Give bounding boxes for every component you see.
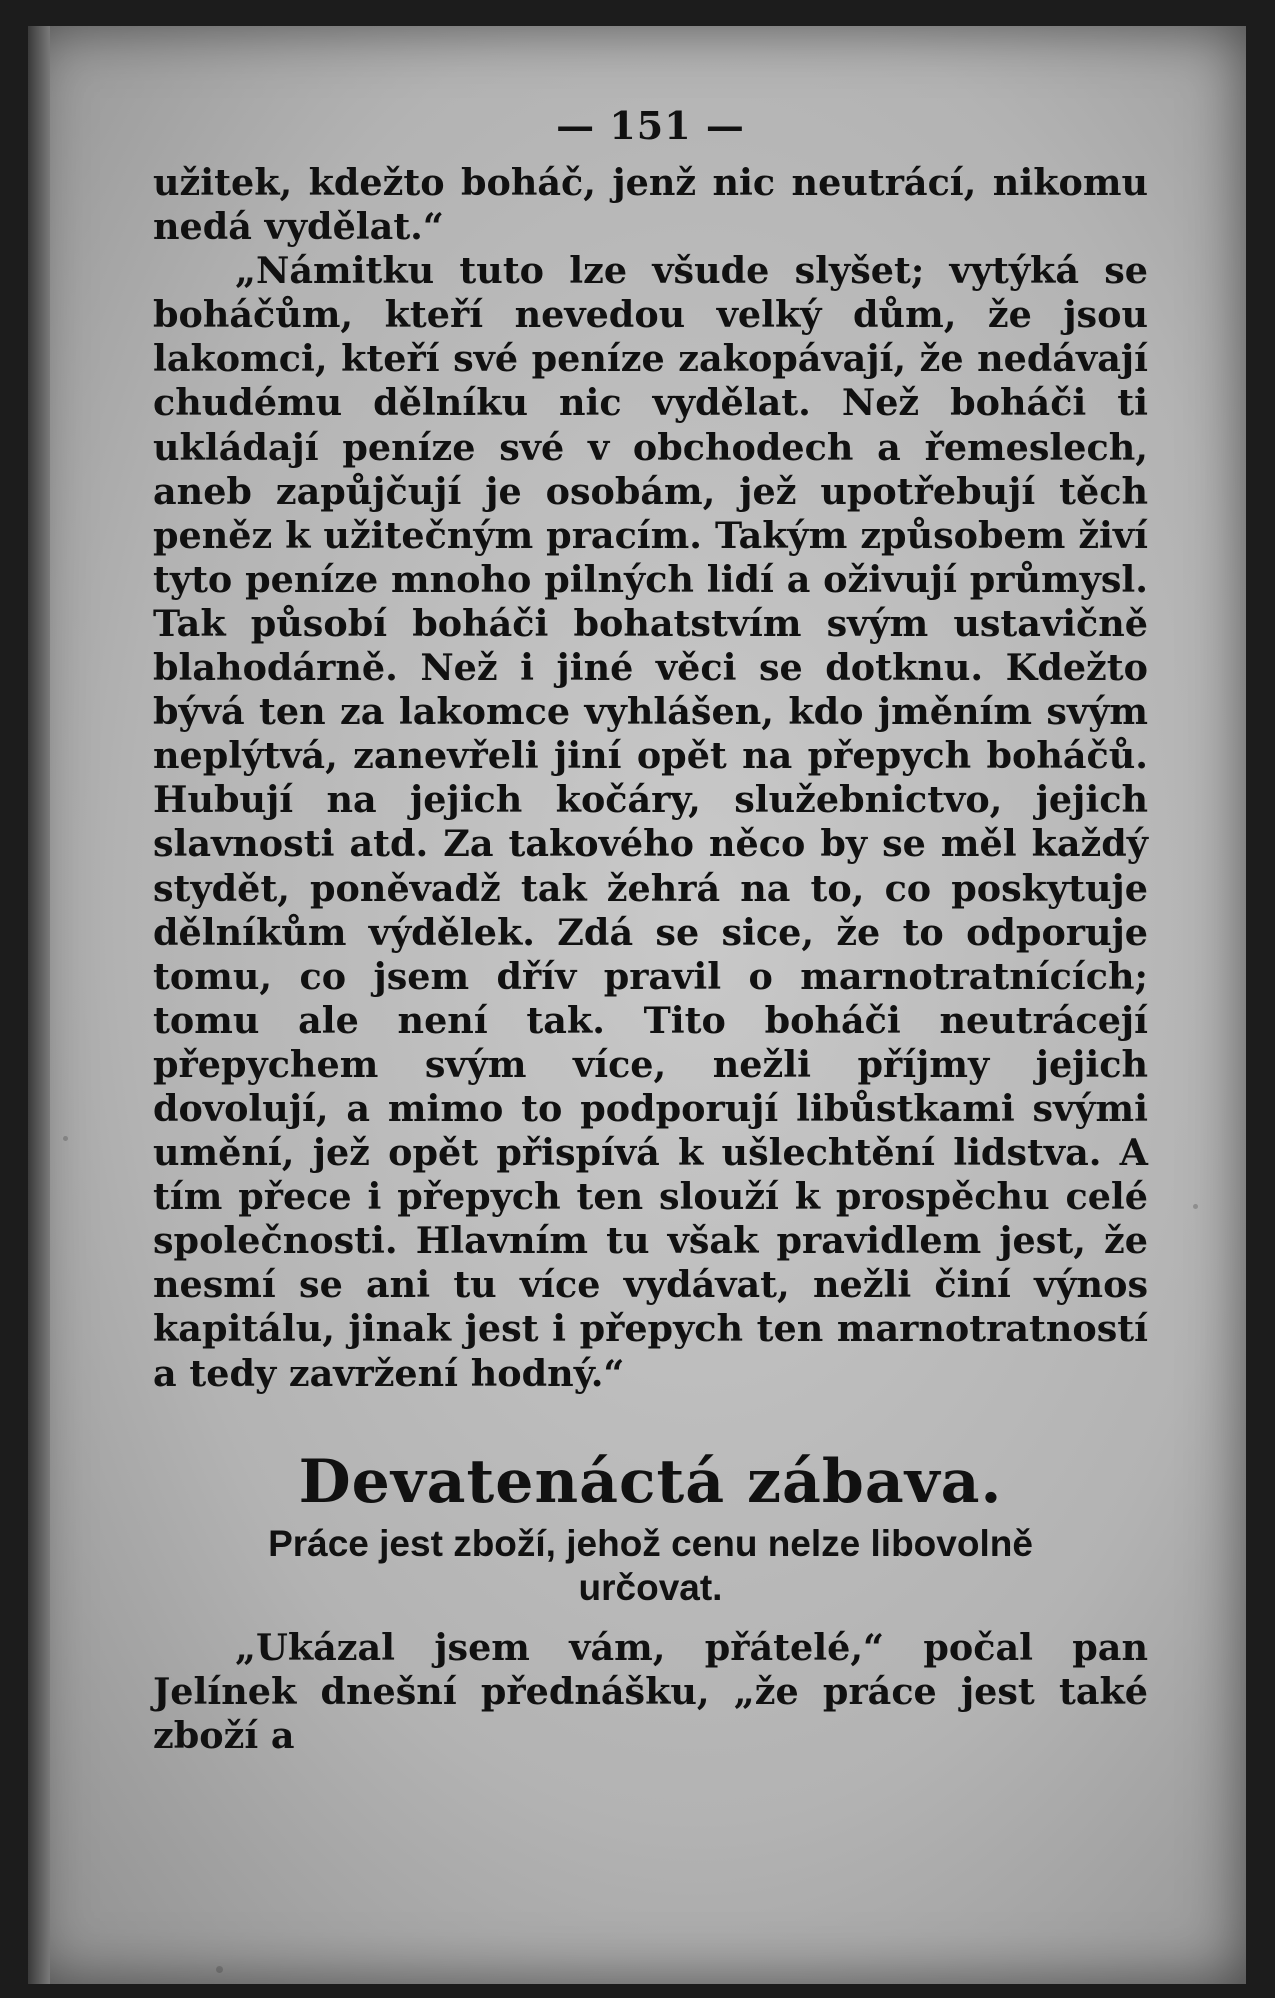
paper-speck: [63, 1136, 68, 1141]
chapter-subtitle: Práce jest zboží, jehož cenu nelze libovolně určovat.: [268, 1522, 1033, 1608]
paragraph-quote: „Námitku tuto lze všude slyšet; vytýká se boháčům, kteří nevedou velký dům, že jsou lakomci, kteří své peníze zakopávají, že nedávají chudému dělníku nic vydělat. Než boháči ti ukládají peníze své v obchodech a řemeslech, aneb zapůjčují je osobám, jež upotřebují těch peněz k užitečným pracím. Takým způsobem živí tyto peníze mnoho pilných lidí a oživují průmysl. Tak působí boháči bohatstvím svým ustavičně blahodárně. Než i jiné věci se dotknu. Kdežto bývá ten za lakomce vyhlášen, kdo jměním svým neplýtvá, zanevřeli jiní opět na přepych boháčů. Hubují na jejich kočáry, služebnictvo, jejich slavnosti atd. Za takového něco by se měl každý stydět, poněvadž tak žehrá na to, co poskytuje dělníkům výdělek. Zdá se sice, že to odporuje tomu, co jsem dřív pravil o marnotratnících; tomu ale není tak. Tito boháči neutrácejí přepychem svým více, nežli příjmy jejich dovolují, a mimo to podporují libůstkami svými umění, jež opět přispívá k ušlechtění lidstva. A tím přece i přepych ten slouží k prospěchu celé společnosti. Hlavním tu však pravidlem jest, že nesmí se ani tu více vydávat, nežli činí výnos kapitálu, jinak jest i přepych ten marnotratností a tedy zavržení hodný.“: [153, 249, 1148, 1395]
page-number: — 151 —: [556, 103, 745, 148]
chapter-body: [153, 1626, 1148, 1758]
paper-sheet: [28, 26, 1246, 1984]
paper-speck: [1193, 1204, 1198, 1209]
chapter-opening-paragraph: „Ukázal jsem vám, přátelé,“ počal pan Jelínek dnešní přednášku, „že práce jest také zboží a: [153, 1625, 1148, 1757]
book-spine-shadow: [28, 26, 50, 1984]
chapter-title: Devatenáctá zábava.: [298, 1446, 1003, 1517]
body-text: [153, 161, 1148, 1396]
paper-speck: [216, 1966, 223, 1973]
text-column: [153, 91, 1148, 1758]
paragraph-continuation: užitek, kdežto boháč, jenž nic neutrácí, nikomu nedá vydělat.“: [153, 161, 1148, 249]
